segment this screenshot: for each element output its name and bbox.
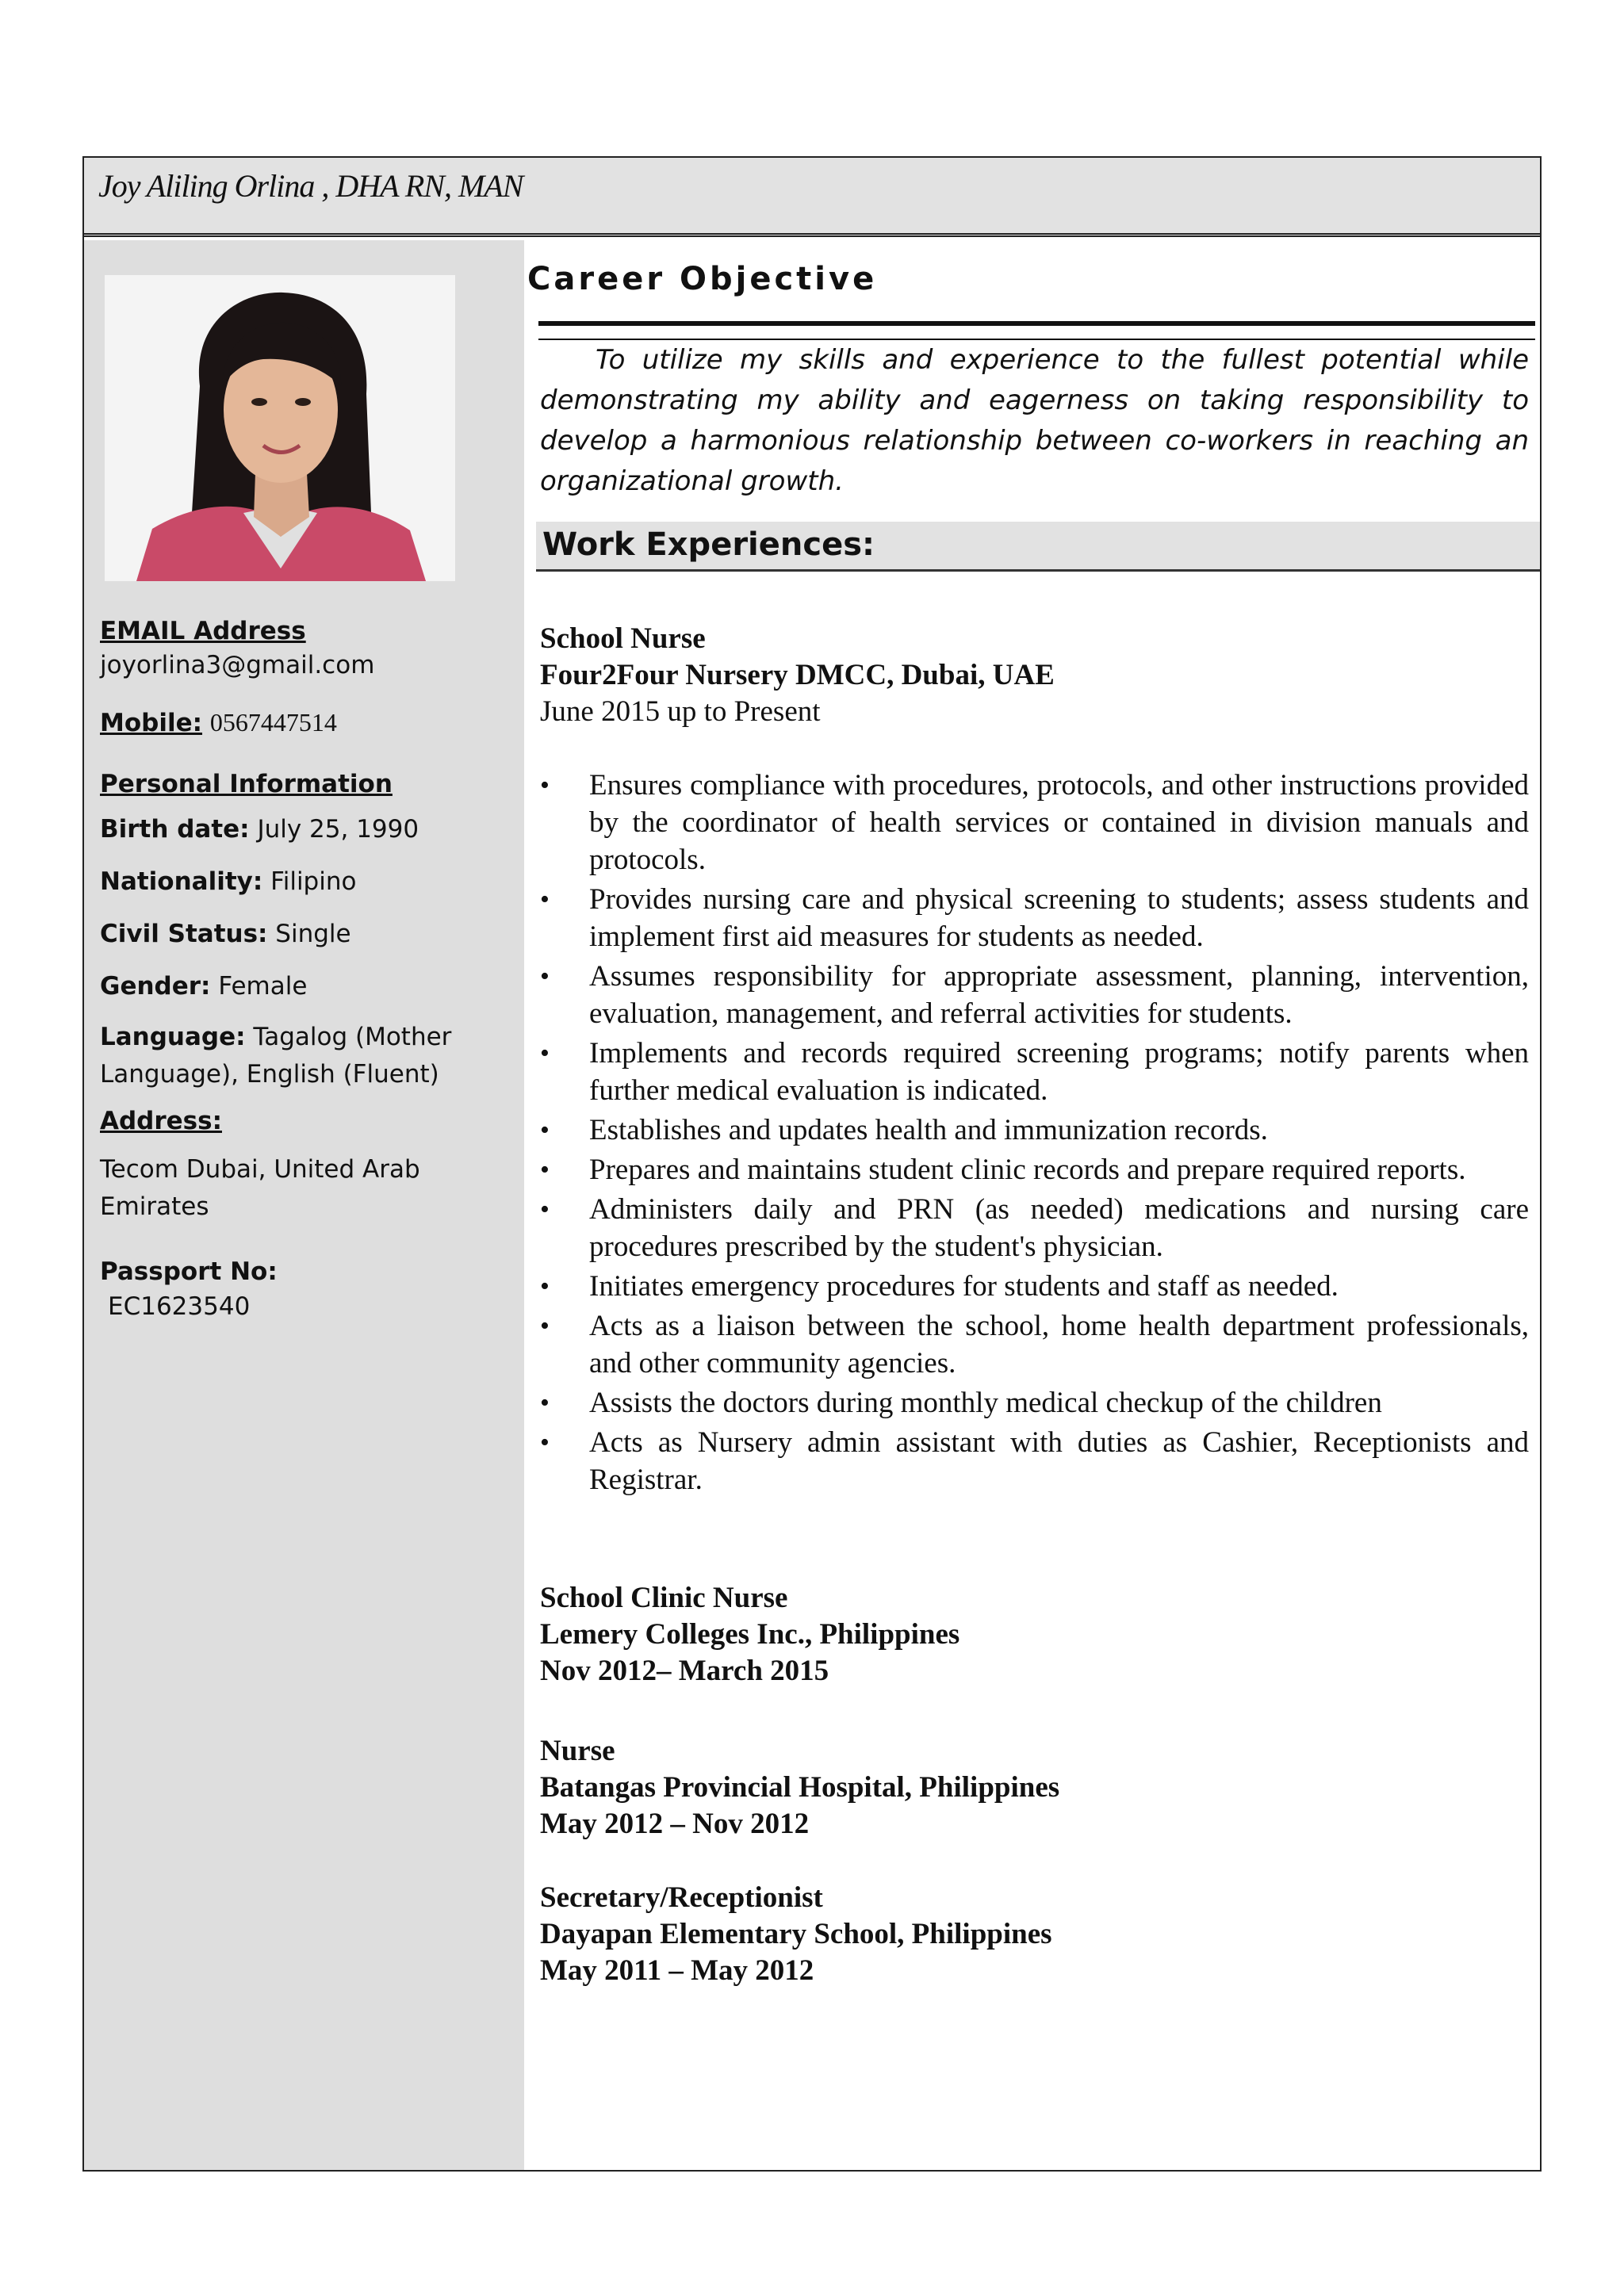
duty-text: Acts as Nursery admin assistant with duties as Cashier, Receptionists and Registrar. [589,1426,1529,1496]
job-dates: May 2012 – Nov 2012 [540,1808,810,1840]
gender-label: Gender: [100,972,211,1001]
duty-text: Prepares and maintains student clinic records and prepare required reports. [589,1154,1466,1186]
language-label: Language: [100,1023,246,1051]
civil-status-row [100,908,504,960]
job-organization: Batangas Provincial Hospital, Philippines [540,1771,1060,1804]
personal-heading: Personal Information [100,770,393,798]
sidebar-details [100,613,504,1338]
duty-item [540,1384,1529,1422]
passport-label: Passport No: [100,1257,278,1286]
duty-item [540,1112,1529,1149]
job-title: Nurse [540,1735,615,1767]
bullet-icon: • [540,962,550,991]
spacer [540,1501,1529,1580]
sidebar [84,240,524,2170]
civil-status-value: Single [275,920,351,948]
language-value: Tagalog (Mother Language), English (Fluent) [100,1023,452,1089]
nationality-row [100,855,504,908]
email-heading: EMAIL Address [100,617,306,645]
job-entry-3 [540,1733,1529,1843]
profile-photo [105,275,455,581]
job-organization: Four2Four Nursery DMCC, Dubai, UAE [540,659,1055,691]
job-list [540,621,1529,1989]
duty-text: Acts as a liaison between the school, home health department professionals, and other community agencies. [589,1310,1529,1380]
address-section [100,1103,504,1226]
personal-section [100,766,504,1093]
passport-section [100,1254,504,1324]
header-bar [84,158,1540,237]
career-divider [538,321,1535,340]
bullet-icon: • [540,1155,550,1184]
email-section [100,613,504,680]
civil-status-label: Civil Status: [100,920,268,948]
address-value: Tecom Dubai, United Arab Emirates [100,1155,420,1221]
duty-item [540,881,1529,955]
job-title: School Nurse [540,622,706,655]
main-content [524,240,1540,2170]
duty-text: Establishes and updates health and immunization records. [589,1114,1268,1146]
job-dates: June 2015 up to Present [540,695,821,728]
job-entry-2 [540,1580,1529,1689]
duty-item [540,1191,1529,1265]
duty-text: Ensures compliance with procedures, protocols, and other instructions provided by the coordinator of health services or contained in division manuals and protocols. [589,769,1529,876]
address-heading: Address: [100,1107,222,1135]
duty-item [540,767,1529,878]
birth-label: Birth date: [100,815,250,844]
bullet-icon: • [540,1311,550,1341]
resume-page [82,156,1542,2172]
bullet-icon: • [540,1428,550,1457]
duty-text: Administers daily and PRN (as needed) medications and nursing care procedures prescribed by the student's physician. [589,1193,1529,1263]
duty-text: Initiates emergency procedures for students and staff as needed. [589,1270,1339,1303]
duty-item [540,958,1529,1032]
nationality-label: Nationality: [100,867,263,896]
job-organization: Lemery Colleges Inc., Philippines [540,1618,960,1651]
bullet-icon: • [540,1272,550,1301]
gender-value: Female [218,972,308,1001]
mobile-label: Mobile: [100,709,203,737]
job-title: Secretary/Receptionist [540,1881,823,1914]
profile-photo-image [105,275,455,581]
bullet-icon: • [540,1388,550,1418]
job-entry-1 [540,621,1529,1498]
job-dates: May 2011 – May 2012 [540,1954,814,1987]
duty-text: Assists the doctors during monthly medical checkup of the children [589,1387,1382,1419]
email-value: joyorlina3@gmail.com [100,651,375,679]
nationality-value: Filipino [270,867,357,896]
duty-list [540,767,1529,1498]
career-objective-heading: Career Objective [527,261,878,297]
duty-item [540,1307,1529,1382]
bullet-icon: • [540,1115,550,1145]
duty-item [540,1151,1529,1188]
mobile-value: 0567447514 [209,708,337,737]
job-title: School Clinic Nurse [540,1582,788,1614]
mobile-section [100,704,504,742]
duty-item [540,1035,1529,1109]
spacer [540,1689,1529,1733]
bullet-icon: • [540,1039,550,1068]
birth-value: July 25, 1990 [257,815,419,844]
gender-row [100,960,504,1012]
bullet-icon: • [540,885,550,914]
duty-item [540,1424,1529,1498]
duty-text: Implements and records required screening programs; notify parents when further medical evaluation is indicated. [589,1037,1529,1107]
work-experience-bar [536,522,1540,572]
duty-text: Assumes responsibility for appropriate assessment, planning, intervention, evaluation, management, and referral activities for students. [589,960,1529,1030]
work-experience-heading: Work Experiences: [542,526,875,563]
passport-value: EC1623540 [108,1292,251,1321]
job-organization: Dayapan Elementary School, Philippines [540,1918,1052,1950]
bullet-icon: • [540,771,550,800]
job-dates: Nov 2012– March 2015 [540,1655,829,1687]
job-entry-4 [540,1880,1529,1989]
birth-row [100,803,504,855]
spacer [540,1843,1529,1880]
duty-item [540,1268,1529,1305]
career-objective-text: To utilize my skills and experience to the fullest potential while demonstrating my ability and eagerness on taking responsibility to develop a harmonious relationship between co-workers in reaching an organizational growth. [540,344,1529,497]
duty-text: Provides nursing care and physical screening to students; assess students and implement first aid measures for students as needed. [589,883,1529,953]
candidate-name: Joy Aliling Orlina , DHA RN, MAN [98,168,523,204]
language-row [100,1019,504,1093]
bullet-icon: • [540,1195,550,1224]
